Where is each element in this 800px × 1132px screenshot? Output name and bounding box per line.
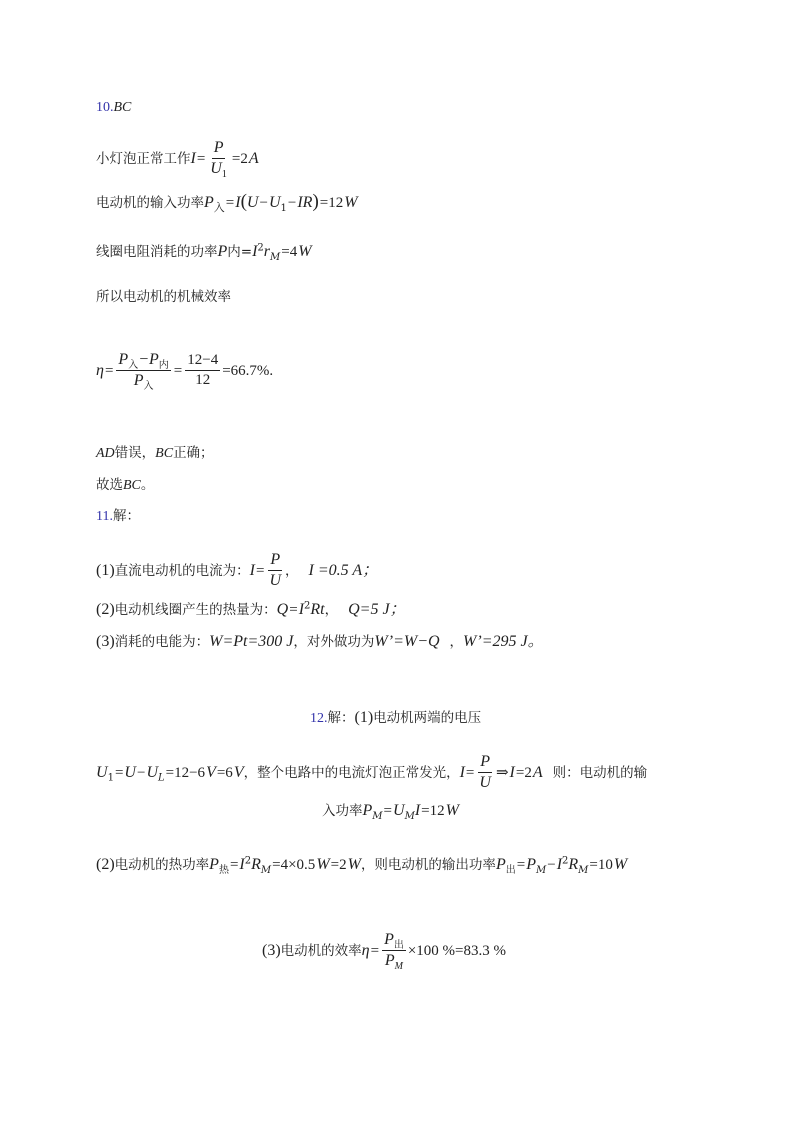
q10-line-input-power: 电动机的输入功率$P_入=I(U-U_1-IR)=12W$ <box>96 191 358 214</box>
q12-p2: (2) <box>96 856 115 873</box>
fraction-pout-over-pm: $\frac{P_出}{P_M}$ <box>384 931 404 972</box>
q12-p1: (1) <box>354 709 374 726</box>
q10-heading <box>96 100 131 115</box>
q10-l3-p: P <box>217 243 228 260</box>
q12-line-3: (3)电动机的效率η= $\frac{P_出}{P_M}$ ×100 %=83.3 % <box>262 931 507 972</box>
q12-line-input-power: 入功率$P_M=U_MI=12W$ <box>322 802 459 822</box>
q10-line-choice <box>96 478 154 493</box>
q12-l2-then: 则：电动机的输 <box>552 764 648 781</box>
q11-p1: (1) <box>96 561 115 579</box>
q11-p3-text: 消耗的电能为： <box>114 634 210 650</box>
q11-heading <box>96 509 140 524</box>
q11-p3-res: W’=295 J。 <box>463 633 544 650</box>
q10-l3-text: 线圈电阻消耗的功率 <box>96 244 218 260</box>
q11-p2-res: Q=5 J； <box>348 601 406 618</box>
fraction-power-difference: $\frac{P_入-P_内}{P_入}$ <box>118 351 169 392</box>
fraction-p-over-u: $\frac{P}{U}$ <box>269 551 282 589</box>
q10-l6-bc: BC <box>155 446 174 461</box>
q12-l3-text: 入功率 <box>322 803 363 819</box>
q10-line-coil-power: 线圈电阻消耗的功率P内$=I^2r_M=4W$ <box>96 242 312 263</box>
q11-p3-eq2: W’=W−Q <box>374 633 440 650</box>
q11-number: 11. <box>96 509 113 524</box>
q10-line-current: 小灯泡正常工作I= $\frac{P}{U_1}$ =2A <box>96 139 259 180</box>
q10-l7-b: 。 <box>140 477 155 493</box>
q10-line-conclusion <box>96 446 214 461</box>
q11-p2: (2) <box>96 601 115 618</box>
q10-l4-text: 所以电动机的机械效率 <box>96 289 231 305</box>
q10-line-efficiency-label <box>96 290 231 305</box>
q11-p1-text: 直流电动机的电流为： <box>114 562 250 579</box>
q12-number: 12. <box>310 711 328 726</box>
q10-answer: BC <box>113 100 132 115</box>
q10-number: 10. <box>96 100 114 115</box>
q12-head-text: 解： <box>327 710 355 726</box>
q10-l6-end: 正确； <box>173 445 214 461</box>
q11-p1-res: I =0.5 A； <box>308 561 379 579</box>
q12-heading <box>310 710 481 726</box>
q10-l3-nei: 内= <box>227 244 253 260</box>
q11-line-1: (1)直流电动机的电流为：I= $\frac{P}{U}$ ， I =0.5 A； <box>96 551 379 589</box>
fraction-p-over-u-q12: $\frac{P}{U}$ <box>479 753 491 791</box>
q11-line-2: (2)电动机线圈产生的热量为：$Q=I^2Rt$， Q=5 J； <box>96 600 406 618</box>
fraction-12-minus-4: $\frac{12-4}{12}$ <box>187 352 219 388</box>
q10-l7-bc: BC <box>123 478 141 493</box>
q12-l2-mid: ，整个电路中的电流灯泡正常发光， <box>243 764 460 781</box>
q10-l2-text: 电动机的输入功率 <box>96 195 204 211</box>
q10-l1-text: 小灯泡正常工作 <box>96 150 191 167</box>
q12-p2-text: 电动机的热功率 <box>114 857 210 873</box>
q11-line-3: (3)消耗的电能为：W=Pt=300 J，对外做功为W’=W−Q ，W’=295 J。 <box>96 633 544 650</box>
q11-p2-text: 电动机线圈产生的热量为： <box>114 602 277 618</box>
q12-p2-mid: ，则电动机的输出功率 <box>360 857 496 873</box>
q12-line-2: (2)电动机的热功率$P_热=I^2R_M=4\times 0.5W=2W$，则电动机的输出功率$P_出=P_M-I^2R_M=10W$ <box>96 855 628 876</box>
fraction-p-over-u1: $\frac{P}{U_1}$ <box>210 139 227 180</box>
q10-l6-ad: AD <box>96 446 115 461</box>
q10-l7-a: 故选 <box>96 477 123 493</box>
q10-eff-end: =66.7%. <box>222 362 274 379</box>
q11-p3-eq: W=Pt=300 J <box>209 633 294 650</box>
q11-p3: (3) <box>96 633 115 650</box>
q12-p3: (3) <box>262 941 281 959</box>
q10-line-efficiency-formula: η= $\frac{P_入-P_内}{P_入}$ = $\frac{12-4}{12}$ =66.7%. <box>96 351 274 392</box>
q12-p1-text: 电动机两端的电压 <box>373 710 482 726</box>
q12-line-voltage: $U_1=U-U_L=12-6V=6V$，整个电路中的电流灯泡正常发光，I= $\frac{P}{U}$ ⇒I=2A 则：电动机的输 <box>96 753 648 791</box>
q12-p3-res: ×100 %=83.3 % <box>407 942 507 959</box>
q11-p3-mid: ，对外做功为 <box>293 634 375 650</box>
q11-head-text: 解： <box>112 508 140 524</box>
q12-p3-text: 电动机的效率 <box>280 942 362 959</box>
q10-l6-mid: 错误， <box>114 445 156 461</box>
